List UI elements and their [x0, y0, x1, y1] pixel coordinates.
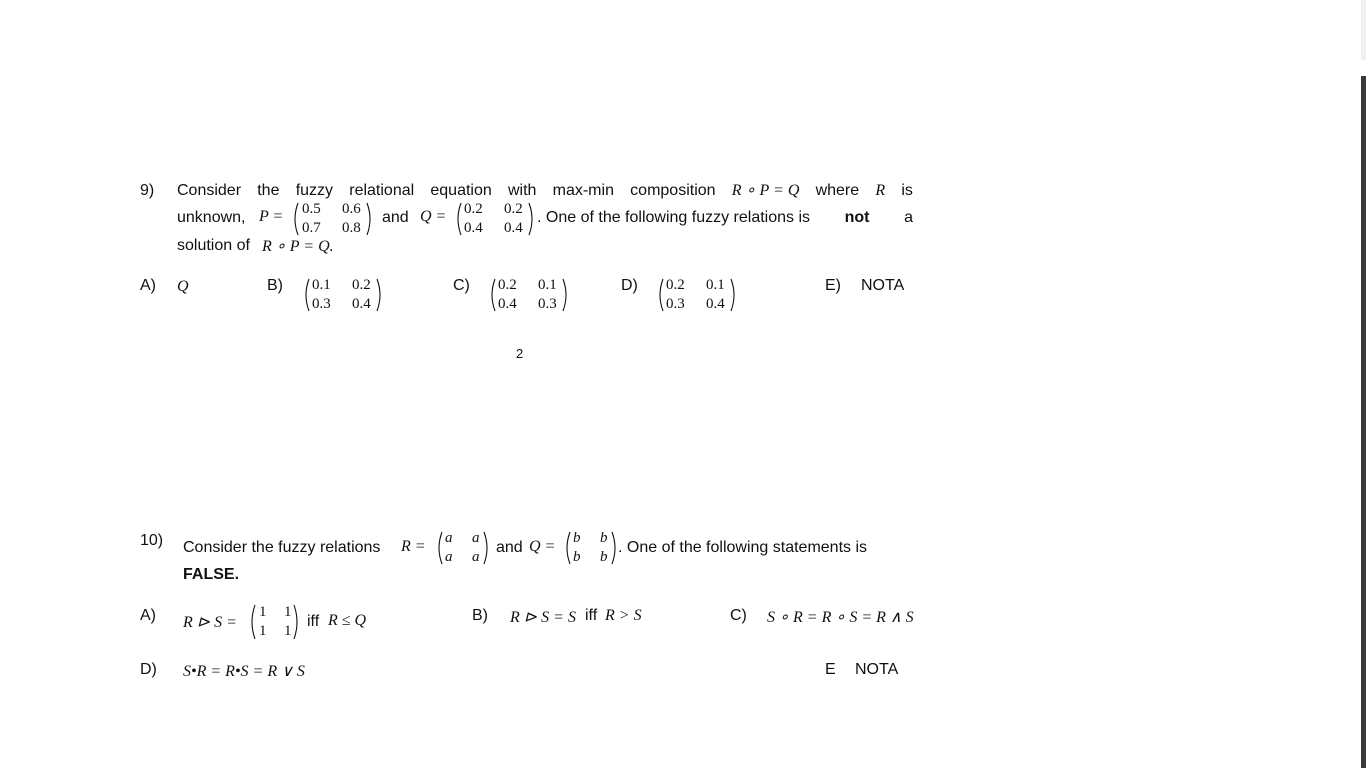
option-a-matrix: [248, 604, 302, 640]
emphasis-false: FALSE.: [183, 566, 240, 583]
matrix-cell: b: [600, 530, 608, 546]
matrix-cell: a: [472, 530, 480, 546]
composition-equation: R ∘ P = Q.: [262, 238, 334, 255]
q-equals: Q =: [529, 538, 556, 555]
sentence-text: . One of the following fuzzy relations is: [537, 209, 811, 226]
matrix-cell: 1: [284, 604, 292, 620]
matrix-cell: 0.4: [504, 220, 523, 236]
word: Consider: [177, 182, 242, 199]
word-and: and: [496, 539, 523, 556]
scrollbar-thumb[interactable]: [1361, 76, 1366, 768]
matrix-cell: 0.4: [498, 296, 517, 312]
option-d-label: D): [140, 661, 157, 678]
matrix-cell: 0.4: [464, 220, 483, 236]
option-b-label: B): [267, 277, 283, 294]
scrollbar-track-top: [1361, 0, 1366, 60]
matrix-r: [435, 531, 493, 565]
matrix-cell: 1: [259, 604, 267, 620]
matrix-cell: a: [445, 530, 453, 546]
matrix-cell: a: [472, 549, 480, 565]
variable-r: R: [875, 182, 886, 199]
matrix-cell: 0.4: [706, 296, 725, 312]
option-a-label: A): [140, 607, 156, 624]
matrix-cell: b: [600, 549, 608, 565]
word-solution-of: solution of: [177, 237, 250, 254]
option-d-matrix: [656, 278, 740, 312]
word: max-min: [552, 182, 614, 199]
page-number: 2: [516, 346, 524, 361]
word: composition: [630, 182, 716, 199]
question-9-line-2-tail: [537, 208, 913, 228]
word: is: [901, 182, 913, 199]
word-iff: iff: [307, 613, 320, 630]
word: relational: [349, 182, 415, 199]
option-e-value: NOTA: [861, 277, 905, 294]
option-c-label: C): [730, 607, 747, 624]
word: the: [257, 182, 280, 199]
matrix-cell: 0.4: [352, 296, 371, 312]
matrix-q: [454, 202, 538, 236]
matrix-cell: 0.3: [666, 296, 685, 312]
matrix-cell: b: [573, 549, 581, 565]
word: fuzzy: [295, 182, 334, 199]
question-10-tail: . One of the following statements is: [618, 539, 868, 556]
matrix-cell: b: [573, 530, 581, 546]
matrix-cell: a: [445, 549, 453, 565]
matrix-cell: 0.2: [464, 201, 483, 217]
word: equation: [430, 182, 492, 199]
option-a-value: Q: [177, 278, 189, 295]
matrix-cell: 0.1: [312, 277, 331, 293]
matrix-cell: 0.3: [312, 296, 331, 312]
option-e-value: NOTA: [855, 661, 899, 678]
option-a-condition: R ≤ Q: [328, 612, 367, 629]
option-b-expression: R ⊳ S = S: [510, 609, 576, 626]
word-iff: iff: [585, 607, 598, 624]
matrix-cell: 0.2: [666, 277, 685, 293]
option-d-label: D): [621, 277, 638, 294]
matrix-cell: 0.1: [706, 277, 725, 293]
composition-equation: R ∘ P = Q: [731, 182, 800, 199]
matrix-cell: 1: [284, 623, 292, 639]
option-b-label: B): [472, 607, 488, 624]
matrix-cell: 0.3: [538, 296, 557, 312]
option-b-matrix: [302, 278, 386, 312]
word: with: [507, 182, 537, 199]
word-and: and: [382, 209, 409, 226]
emphasis-not: not: [844, 209, 870, 226]
word-unknown: unknown,: [177, 209, 246, 226]
word: where: [815, 182, 860, 199]
matrix-cell: 0.1: [538, 277, 557, 293]
matrix-cell: 0.5: [302, 201, 321, 217]
option-e-label: E: [825, 661, 836, 678]
r-equals: R =: [401, 538, 426, 555]
matrix-cell: 0.2: [498, 277, 517, 293]
word: a: [904, 209, 913, 226]
matrix-cell: 0.2: [352, 277, 371, 293]
question-number: 9): [140, 182, 155, 199]
matrix-cell: 1: [259, 623, 267, 639]
matrix-p: [291, 202, 375, 236]
option-d-expression: S•R = R•S = R ∨ S: [183, 663, 305, 680]
question-10-lead: Consider the fuzzy relations: [183, 539, 381, 556]
option-a-expression: R ⊳ S =: [183, 614, 237, 631]
q-equals: Q =: [420, 208, 447, 225]
option-e-label: E): [825, 277, 841, 294]
option-c-matrix: [488, 278, 572, 312]
matrix-cell: 0.2: [504, 201, 523, 217]
option-c-label: C): [453, 277, 470, 294]
question-9-line-1: [177, 181, 913, 201]
option-b-condition: R > S: [605, 607, 642, 624]
matrix-cell: 0.7: [302, 220, 321, 236]
option-c-expression: S ∘ R = R ∘ S = R ∧ S: [767, 609, 914, 626]
matrix-cell: 0.8: [342, 220, 361, 236]
matrix-cell: 0.6: [342, 201, 361, 217]
matrix-q: [563, 531, 621, 565]
question-number: 10): [140, 532, 164, 549]
option-a-label: A): [140, 277, 156, 294]
p-equals: P =: [259, 208, 284, 225]
